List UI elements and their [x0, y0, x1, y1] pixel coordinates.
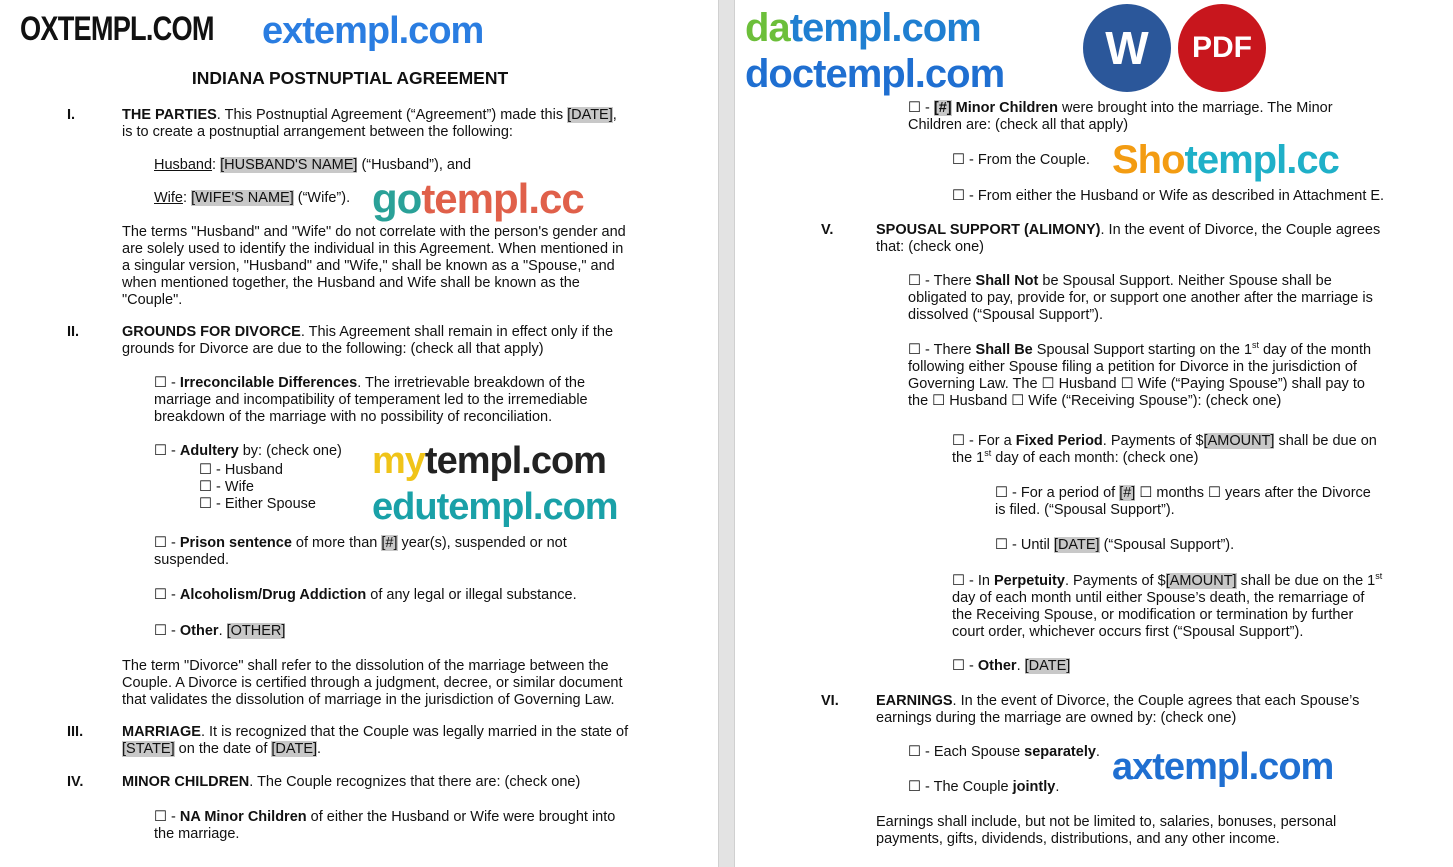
section-number: I. [67, 107, 76, 123]
paragraph [154, 157, 471, 174]
text-segment: ☐ - [154, 535, 180, 551]
text-segment: ☐ - Until [995, 537, 1054, 553]
paragraph [876, 693, 1359, 727]
word-icon [1083, 4, 1171, 92]
text-line [199, 462, 316, 479]
document-title: INDIANA POSTNUPTIAL AGREEMENT [191, 68, 509, 88]
text-segment: shall be due on the 1 [1236, 573, 1376, 589]
text-segment: the marriage. [154, 826, 240, 842]
watermark [372, 175, 584, 222]
text-segment: Prison sentence [179, 535, 292, 551]
watermark-text: templ.cc [1184, 138, 1339, 182]
text-line [995, 537, 1234, 554]
text-segment: ☐ - [154, 623, 180, 639]
section-number: VI. [821, 693, 839, 709]
paragraph [995, 537, 1234, 554]
text-segment: ☐ - From either the Husband or Wife as described in Attachment E. [952, 188, 1385, 204]
text-segment: : [212, 157, 221, 173]
paragraph [952, 433, 1377, 467]
text-segment: dissolved (“Spousal Support”). [908, 307, 1104, 323]
text-segment: year(s), suspended or not [397, 535, 567, 551]
watermark-text: templ.com [789, 6, 981, 50]
text-segment: . This Postnuptial Agreement (“Agreement”) made this [216, 107, 568, 123]
paragraph [952, 658, 1070, 675]
text-segment: . This Agreement shall remain in effect only if the [300, 324, 614, 340]
text-segment: GROUNDS FOR DIVORCE [122, 324, 301, 340]
watermark-text: templ.com [813, 52, 1005, 96]
text-line [154, 443, 342, 460]
pdf-label: PDF [1192, 31, 1252, 64]
text-segment: separately [1024, 744, 1096, 760]
placeholder-field: [DATE] [271, 741, 318, 757]
section-number: III. [67, 724, 84, 740]
paragraph [154, 809, 615, 843]
paragraph [908, 779, 1059, 796]
text-line [952, 573, 1382, 590]
text-line [876, 239, 1380, 256]
text-segment: ☐ - Wife [199, 479, 254, 495]
paragraph [154, 587, 577, 604]
placeholder-field: [DATE] [1024, 658, 1071, 674]
paragraph [154, 623, 285, 640]
paragraph [154, 190, 350, 207]
text-segment: the 1 [952, 450, 985, 466]
text-segment: . Payments of $ [1064, 573, 1166, 589]
text-line [876, 710, 1359, 727]
paragraph [122, 724, 628, 758]
text-segment: ☐ months ☐ years after the Divorce [1135, 485, 1371, 501]
text-segment: by: (check one) [238, 443, 342, 459]
text-segment: ☐ - [154, 809, 180, 825]
text-segment: ☐ - [908, 100, 934, 116]
text-line [154, 535, 567, 552]
pdf-icon [1178, 4, 1266, 92]
watermark-text: ax [1112, 746, 1153, 788]
text-segment: Children are: (check all that apply) [908, 117, 1129, 133]
text-line [122, 258, 626, 275]
placeholder-field: [HUSBAND'S NAME] [220, 157, 358, 173]
text-segment: ☐ - [952, 658, 978, 674]
text-segment: st [1375, 571, 1383, 582]
text-segment: : [183, 190, 192, 206]
text-line [952, 658, 1070, 675]
text-line [154, 190, 350, 207]
text-segment: (“Wife”). [293, 190, 351, 206]
text-line [122, 241, 626, 258]
watermark-text: TEMPL.COM [57, 10, 214, 48]
text-segment: . [1016, 658, 1025, 674]
word-label: W [1105, 22, 1149, 74]
text-segment: payments, gifts, dividends, distributions, and any other income. [876, 831, 1280, 847]
paragraph [122, 658, 623, 709]
text-line [122, 292, 626, 309]
paragraph [122, 774, 580, 791]
placeholder-field: [WIFE'S NAME] [191, 190, 294, 206]
watermark [745, 54, 1004, 94]
paragraph [995, 485, 1371, 519]
text-segment: . [1055, 779, 1060, 795]
text-segment: breakdown of the marriage with no possibility of reconciliation. [154, 409, 553, 425]
text-segment: is to create a postnuptial arrangement between the following: [122, 124, 513, 140]
text-line [952, 433, 1377, 450]
text-line [908, 359, 1371, 376]
text-line [154, 587, 577, 604]
watermark-text: templ.com [424, 440, 606, 482]
text-line [908, 117, 1333, 134]
text-line [908, 290, 1373, 307]
page-separator [718, 0, 735, 867]
text-segment: Governing Law. The ☐ Husband ☐ Wife (“Paying Spouse”) shall pay to [908, 376, 1365, 392]
text-line [952, 152, 1090, 169]
text-line [908, 779, 1059, 796]
text-segment: Couple. A Divorce is certified through a judgment, decree, or similar document [122, 675, 623, 691]
text-segment: when mentioned together, the Husband and Wife shall be known as the [122, 275, 580, 291]
text-line [154, 409, 588, 426]
text-line [908, 744, 1100, 761]
text-segment: ☐ - For a period of [995, 485, 1120, 501]
watermark-text: go [372, 175, 422, 222]
text-segment: ☐ - Either Spouse [199, 496, 316, 512]
text-line [122, 224, 626, 241]
text-line [908, 393, 1371, 410]
text-segment: shall be due on [1274, 433, 1377, 449]
watermark [1112, 748, 1333, 786]
text-segment: Fixed Period [1015, 433, 1103, 449]
watermark [262, 12, 483, 50]
text-segment: on the date of [174, 741, 272, 757]
text-segment: . [1095, 744, 1100, 760]
text-segment: day of each month: (check one) [991, 450, 1199, 466]
text-segment: ☐ - The Couple [908, 779, 1013, 795]
text-line [876, 222, 1380, 239]
paragraph [876, 814, 1336, 848]
paragraph [908, 744, 1100, 761]
text-line [908, 307, 1373, 324]
text-segment: Earnings shall include, but not be limited to, salaries, bonuses, personal [876, 814, 1337, 830]
watermark-text: ex [262, 10, 303, 52]
text-segment: earnings during the marriage are owned by: (check one) [876, 710, 1237, 726]
watermark [20, 12, 214, 46]
text-segment: (“Spousal Support”). [1099, 537, 1235, 553]
section-number: V. [821, 222, 834, 238]
page-left [0, 0, 718, 867]
paragraph [908, 273, 1373, 324]
page-right [735, 0, 1453, 867]
text-segment: day of the month [1259, 342, 1372, 358]
paragraph [199, 462, 316, 513]
text-segment: THE PARTIES [122, 107, 217, 123]
text-segment: be Spousal Support. Neither Spouse shall be [1038, 273, 1332, 289]
text-segment: The terms "Husband" and "Wife" do not correlate with the person's gender and [122, 224, 626, 240]
text-segment: obligated to pay, provide for, or support one another after the marriage is [908, 290, 1373, 306]
text-line [199, 479, 316, 496]
placeholder-field: [STATE] [122, 741, 175, 757]
text-segment: marriage and incompatibility of temperament led to the irremediable [154, 392, 588, 408]
text-segment: SPOUSAL SUPPORT (ALIMONY) [876, 222, 1101, 238]
text-segment: Irreconcilable Differences [179, 375, 358, 391]
text-segment: , [612, 107, 617, 123]
text-segment: . The irretrievable breakdown of the [357, 375, 586, 391]
text-segment: ☐ - There [908, 273, 976, 289]
text-segment: the ☐ Husband ☐ Wife (“Receiving Spouse”): (check one) [908, 393, 1282, 409]
paragraph [908, 100, 1333, 134]
watermark [745, 8, 981, 48]
watermark-text: templ.com [436, 486, 618, 528]
text-segment: Shall Not [975, 273, 1039, 289]
paragraph [122, 224, 626, 309]
watermark-text: templ.com [302, 10, 484, 52]
watermark-text: my [372, 440, 425, 482]
text-line [122, 741, 628, 758]
text-line [876, 814, 1336, 831]
text-line [122, 341, 613, 358]
text-line [154, 809, 615, 826]
text-segment: . In the event of Divorce, the Couple agrees that each Spouse’s [952, 693, 1360, 709]
text-segment: ☐ - For a [952, 433, 1016, 449]
text-line [952, 590, 1382, 607]
text-segment: court order, whichever occurs first (“Spousal Support”). [952, 624, 1304, 640]
text-segment: (“Husband”), and [357, 157, 472, 173]
text-segment: MINOR CHILDREN [122, 774, 250, 790]
watermark-text: da [745, 6, 790, 50]
text-line [952, 607, 1382, 624]
text-line [122, 724, 628, 741]
watermark-text: templ.cc [421, 175, 584, 222]
text-line [995, 485, 1371, 502]
text-line [122, 324, 613, 341]
paragraph [154, 443, 342, 460]
text-segment: ☐ - There [908, 342, 976, 358]
text-line [908, 100, 1333, 117]
text-segment: that validates the dissolution of marriage in the jurisdiction of Governing Law. [122, 692, 615, 708]
text-line [122, 124, 617, 141]
paragraph [952, 188, 1384, 205]
watermark-text: doc [745, 52, 814, 96]
watermark [372, 488, 618, 526]
section-number: II. [67, 324, 80, 340]
text-line [952, 450, 1377, 467]
watermark-text: edu [372, 486, 437, 528]
paragraph [876, 222, 1380, 256]
text-segment: grounds for Divorce are due to the following: (check all that apply) [122, 341, 544, 357]
text-segment: ☐ - Husband [199, 462, 283, 478]
placeholder-field: [DATE] [567, 107, 613, 123]
text-segment: of either the Husband or Wife were brought into [306, 809, 616, 825]
placeholder-field: [#] [1119, 485, 1136, 501]
text-segment: ☐ - [154, 375, 180, 391]
text-segment: Adultery [179, 443, 239, 459]
text-segment: . It is recognized that the Couple was legally married in the state of [200, 724, 629, 740]
watermark [372, 442, 606, 480]
section-number: IV. [67, 774, 84, 790]
text-segment: following either Spouse filing a petition for Divorce in the jurisdiction of [908, 359, 1357, 375]
text-line [908, 273, 1373, 290]
text-line [154, 392, 588, 409]
text-segment: EARNINGS [876, 693, 953, 709]
text-segment: ☐ - From the Couple. [952, 152, 1090, 168]
text-line [876, 693, 1359, 710]
paragraph [952, 573, 1382, 641]
text-line [154, 552, 567, 569]
placeholder-field: [DATE] [1053, 537, 1100, 553]
text-segment: of any legal or illegal substance. [366, 587, 577, 603]
text-segment: a singular version, "Husband" and "Wife," shall be known as a "Spouse," and [122, 258, 615, 274]
text-segment: Wife [154, 190, 183, 206]
text-line [876, 831, 1336, 848]
text-segment: ☐ - Each Spouse [908, 744, 1025, 760]
placeholder-field: [AMOUNT] [1165, 573, 1237, 589]
text-line [122, 275, 626, 292]
text-line [995, 502, 1371, 519]
text-segment: . The Couple recognizes that there are: (check one) [249, 774, 581, 790]
paragraph [122, 107, 617, 141]
text-segment: Spousal Support starting on the 1 [1032, 342, 1253, 358]
placeholder-field: [OTHER] [226, 623, 286, 639]
text-line [122, 107, 617, 124]
text-segment: Husband [154, 157, 213, 173]
watermark [1112, 140, 1339, 180]
placeholder-field: [#] [933, 100, 952, 116]
text-segment: Perpetuity [994, 573, 1065, 589]
text-segment: NA Minor Children [179, 809, 307, 825]
watermark-text: OX [20, 10, 58, 48]
text-segment: st [984, 448, 992, 459]
text-line [154, 826, 615, 843]
text-line [952, 624, 1382, 641]
text-segment: . [218, 623, 227, 639]
paragraph [122, 324, 613, 358]
watermark-text: Sho [1112, 138, 1185, 182]
text-line [908, 376, 1371, 393]
text-segment: day of each month until either Spouse’s death, the remarriage of [952, 590, 1365, 606]
text-segment: Other [179, 623, 219, 639]
text-segment: The term "Divorce" shall refer to the dissolution of the marriage between the [122, 658, 609, 674]
text-segment: MARRIAGE [122, 724, 201, 740]
text-segment: Minor Children [955, 100, 1058, 116]
text-line [122, 692, 623, 709]
text-segment: ☐ - [154, 443, 180, 459]
paragraph [908, 342, 1371, 410]
text-segment: Other [977, 658, 1017, 674]
text-segment: Alcoholism/Drug Addiction [179, 587, 367, 603]
text-line [154, 375, 588, 392]
placeholder-field: [AMOUNT] [1203, 433, 1275, 449]
text-line [154, 623, 285, 640]
text-line [952, 188, 1384, 205]
text-segment: jointly [1012, 779, 1056, 795]
text-line [199, 496, 316, 513]
text-segment: ☐ - In [952, 573, 995, 589]
text-line [122, 774, 580, 791]
text-segment: that: (check one) [876, 239, 984, 255]
text-segment: "Couple". [122, 292, 183, 308]
paragraph [952, 152, 1090, 169]
text-segment: are solely used to identify the individual in this Agreement. When mentioned in [122, 241, 624, 257]
text-segment: suspended. [154, 552, 229, 568]
placeholder-field: [#] [381, 535, 398, 551]
text-line [908, 342, 1371, 359]
text-line [122, 675, 623, 692]
text-line [122, 658, 623, 675]
text-segment: Shall Be [975, 342, 1033, 358]
text-segment: the Receiving Spouse, or modification or termination by further [952, 607, 1354, 623]
text-segment: st [1252, 340, 1260, 351]
paragraph [154, 535, 567, 569]
text-segment: of more than [291, 535, 382, 551]
text-line [154, 157, 471, 174]
text-segment: . Payments of $ [1102, 433, 1204, 449]
text-segment: is filed. (“Spousal Support”). [995, 502, 1175, 518]
text-segment: ☐ - [154, 587, 180, 603]
text-segment: . In the event of Divorce, the Couple agrees [1100, 222, 1381, 238]
text-segment: . [317, 741, 322, 757]
text-segment: were brought into the marriage. The Minor [1057, 100, 1333, 116]
paragraph [154, 375, 588, 426]
watermark-text: templ.com [1152, 746, 1334, 788]
